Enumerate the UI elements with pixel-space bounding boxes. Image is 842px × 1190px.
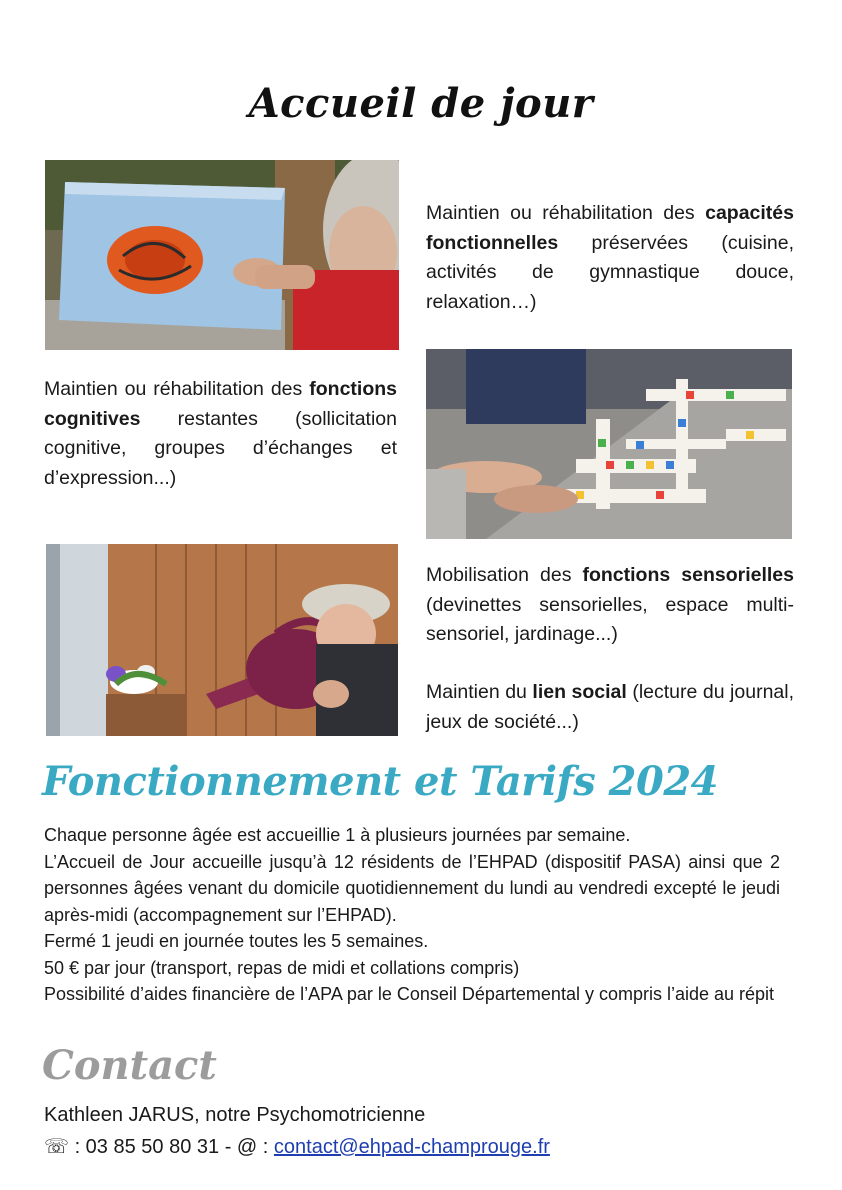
photo-painting-activity bbox=[45, 160, 399, 350]
operation-title: Fonctionnement et Tarifs 2024 bbox=[42, 758, 719, 805]
photo-gardening bbox=[46, 544, 398, 736]
activity-social: Maintien du lien social (lecture du journal, jeux de société...) bbox=[426, 681, 795, 733]
operation-line: L’Accueil de Jour accueille jusqu’à 12 résidents de l’EHPAD (dispositif PASA) ainsi que 2 personnes âgées venant du domicile quotidiennement du lundi au vendredi excepté le jeudi après-midi (accompagnement sur l’EHPAD). bbox=[44, 851, 780, 925]
contact-details bbox=[44, 1134, 550, 1159]
contact-person: Kathleen JARUS, notre Psychomotricienne bbox=[44, 1104, 426, 1126]
operation-line: Possibilité d’aides financière de l’APA par le Conseil Départemental y compris l’aide au répit bbox=[44, 984, 775, 1004]
operation-line: 50 € par jour (transport, repas de midi et collations compris) bbox=[44, 957, 520, 978]
photo-word-game bbox=[426, 349, 792, 539]
phone-icon: ☏ bbox=[44, 1136, 70, 1158]
operation-details bbox=[44, 822, 780, 1008]
activity-cognitive: Maintien ou réhabilitation des fonctions cognitives restantes (sollicitation cognitive, groupes d’échanges et d’expression...) bbox=[44, 378, 397, 489]
contact-phone: : 03 85 50 80 31 - @ : bbox=[69, 1136, 274, 1158]
activity-sensory: Mobilisation des fonctions sensorielles (devinettes sensorielles, espace multi-sensoriel, jardinage...) bbox=[426, 564, 794, 645]
activity-functional: Maintien ou réhabilitation des capacités fonctionnelles préservées (cuisine, activités de gymnastique douce, relaxation…) bbox=[426, 202, 794, 313]
operation-line: Fermé 1 jeudi en journée toutes les 5 semaines. bbox=[44, 931, 429, 951]
contact-email-link[interactable]: contact@ehpad-champrouge.fr bbox=[273, 1136, 550, 1158]
operation-line: Chaque personne âgée est accueillie 1 à plusieurs journées par semaine. bbox=[44, 825, 631, 845]
page-title: Accueil de jour bbox=[248, 80, 594, 127]
contact-title: Contact bbox=[42, 1042, 217, 1089]
